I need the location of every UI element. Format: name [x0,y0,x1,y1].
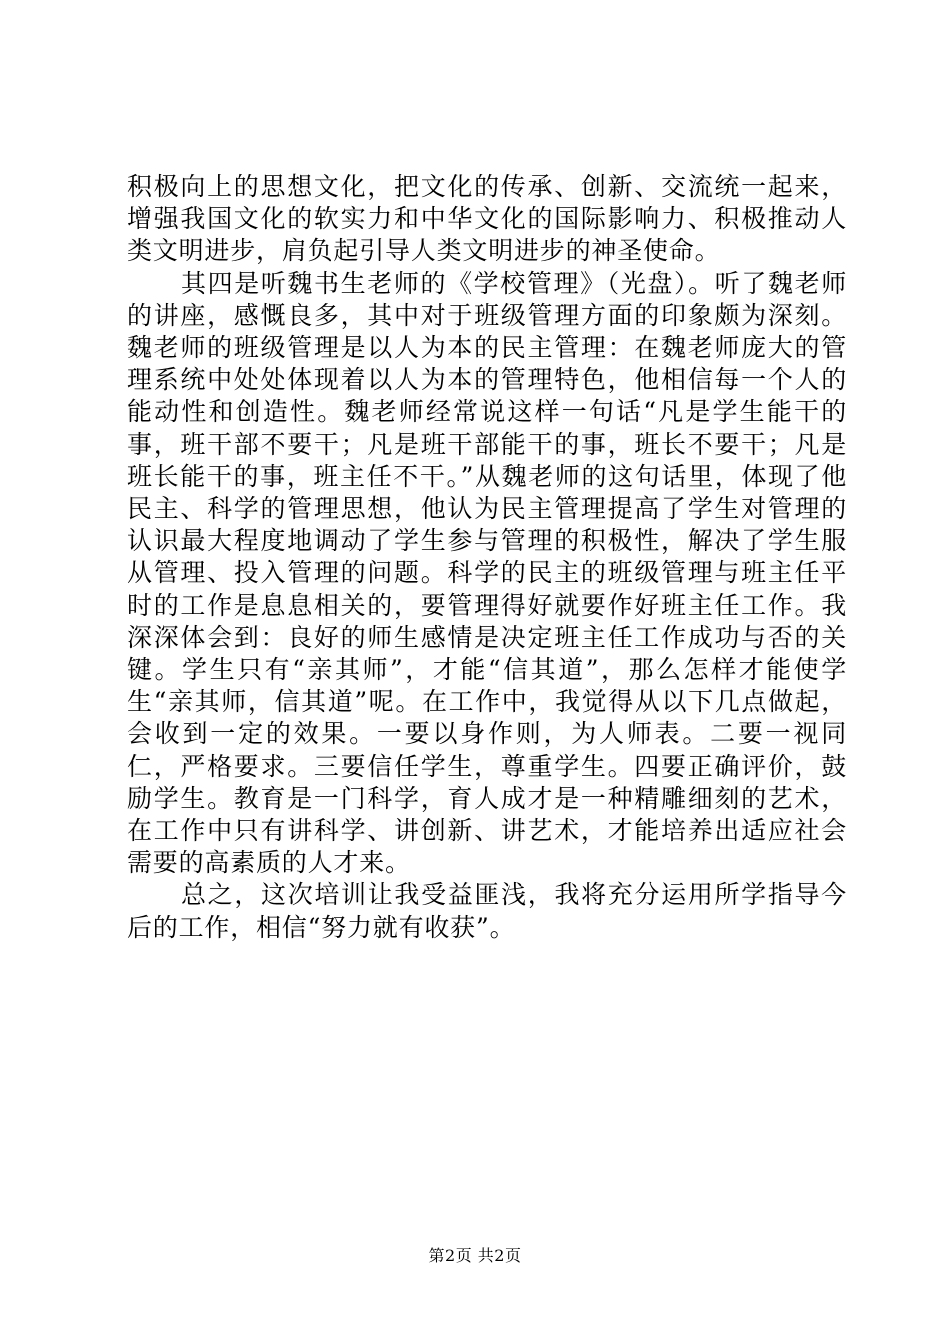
paragraph-2: 其四是听魏书生老师的《学校管理》（光盘）。听了魏老师的讲座，感慨良多，其中对于班级管理方面的印象颇为深刻。魏老师的班级管理是以人为本的民主管理：在魏老师庞大的管理系统中处处体现着以人为本的管理特色，他相信每一个人的能动性和创造性。魏老师经常说这样一句话“凡是学生能干的事，班干部不要干；凡是班干部能干的事，班长不要干；凡是班长能干的事，班主任不干。”从魏老师的这句话里，体现了他民主、科学的管理思想，他认为民主管理提高了学生对管理的认识最大程度地调动了学生参与管理的积极性，解决了学生服从管理、投入管理的问题。科学的民主的班级管理与班主任平时的工作是息息相关的，要管理得好就要作好班主任工作。我深深体会到：良好的师生感情是决定班主任工作成功与否的关键。学生只有“亲其师”，才能“信其道”，那么怎样才能使学生“亲其师，信其道”呢。在工作中，我觉得从以下几点做起，会收到一定的效果。一要以身作则，为人师表。二要一视同仁，严格要求。三要信任学生，尊重学生。四要正确评价，鼓励学生。教育是一门科学，育人成才是一种精雕细刻的艺术，在工作中只有讲科学、讲创新、讲艺术，才能培养出适应社会需要的高素质的人才来。 [127,268,847,878]
page-footer [0,1246,950,1266]
document-body [127,171,847,944]
paragraph-3: 总之，这次培训让我受益匪浅，我将充分运用所学指导今后的工作，相信“努力就有收获”。 [127,880,847,942]
page-number-label: 第2页 共2页 [428,1246,522,1265]
paragraph-1: 积极向上的思想文化，把文化的传承、创新、交流统一起来，增强我国文化的软实力和中华文化的国际影响力、积极推动人类文明进步，肩负起引导人类文明进步的神圣使命。 [127,172,847,266]
